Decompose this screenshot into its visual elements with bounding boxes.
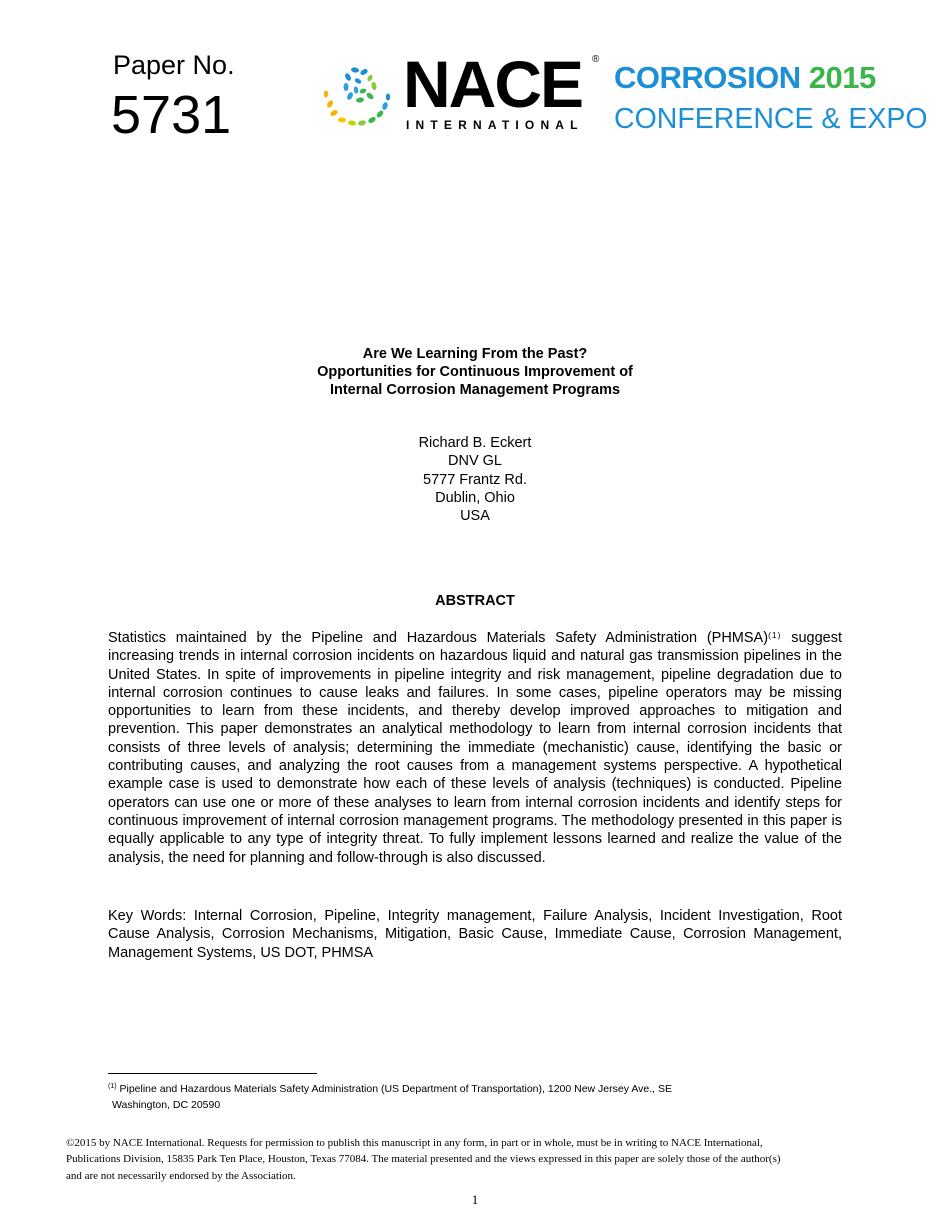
conference-year: 2015 bbox=[808, 60, 876, 95]
abstract-heading: ABSTRACT bbox=[435, 593, 515, 609]
author-city: Dublin, Ohio bbox=[435, 489, 515, 506]
nace-international-label: INTERNATIONAL bbox=[406, 118, 584, 132]
footnote bbox=[108, 1081, 798, 1113]
conference-corrosion: CORROSION bbox=[614, 60, 801, 95]
footnote-line-2: Washington, DC 20590 bbox=[112, 1099, 221, 1111]
conference-subtitle: CONFERENCE & EXPO bbox=[614, 103, 928, 135]
footnote-divider bbox=[108, 1073, 317, 1074]
conference-title bbox=[614, 60, 876, 96]
author-street: 5777 Frantz Rd. bbox=[423, 471, 527, 488]
paper-title bbox=[0, 345, 950, 399]
page-number: 1 bbox=[471, 1192, 479, 1207]
footnote-mark: (1) bbox=[108, 1083, 117, 1090]
nace-wordmark: NACE bbox=[403, 47, 583, 121]
author-country: USA bbox=[460, 508, 490, 525]
author-block bbox=[0, 434, 950, 525]
abstract-text-start: Statistics maintained by the Pipeline and Hazardous Materials Safety Administration (PHMSA) bbox=[108, 630, 769, 646]
footnote-reference: (1) bbox=[768, 630, 782, 640]
author-org: DNV GL bbox=[448, 453, 502, 470]
title-line-2: Opportunities for Continuous Improvement of bbox=[317, 364, 633, 380]
abstract-body bbox=[108, 629, 842, 867]
abstract-text-rest: suggest increasing trends in internal corrosion incidents on hazardous liquid and natural gas transmission pipelines in the United States. In spite of improvements in pipeline integrity and risk management, pipeline degradation due to internal corrosion continues to cause leaks and failures. In some cases, pipeline operators may be missing opportunities to learn from these incidents, and thereby develop improved approaches to mitigation and prevention. This paper demonstrates an analytical methodology to learn from internal corrosion incidents that consists of three levels of analysis; determining the immediate (mechanistic) cause, identifying the basic or contributing causes, and analyzing the root causes from a management systems perspective. A hypothetical example case is used to demonstrate how each of these levels of analysis (techniques) is conducted. Pipeline operators can use one or more of these analyses to learn from internal corrosion incidents and identify steps for continuous improvement of internal corrosion management programs. The methodology presented in this paper is equally applicable to any type of integrity threat. To fully implement lessons learned and realize the value of the analysis, the need for planning and follow-through is also discussed. bbox=[108, 630, 842, 866]
title-line-1: Are We Learning From the Past? bbox=[362, 346, 588, 362]
paper-number: 5731 bbox=[111, 85, 232, 145]
keywords: Key Words: Internal Corrosion, Pipeline, Integrity management, Failure Analysis, Incident Investigation, Root Cause Analysis, Corrosion Mechanisms, Mitigation, Basic Cause, Immediate Cause, Corrosion Management, Management Systems, US DOT, PHMSA bbox=[108, 908, 842, 961]
registered-mark: ® bbox=[592, 54, 600, 65]
copyright-notice: ©2015 by NACE International. Requests for permission to publish this manuscript in any form, in part or in whole, must be in writing to NACE International, Publications Division, 15835 Park Ten Place, Houston, Texas 77084. The material presented and the views expressed in this paper are solely those of the author(s) and are not necessarily endorsed by the Association. bbox=[66, 1137, 781, 1182]
title-line-3: Internal Corrosion Management Programs bbox=[329, 382, 621, 398]
author-name: Richard B. Eckert bbox=[418, 435, 532, 451]
footnote-line-1: Pipeline and Hazardous Materials Safety Administration (US Department of Transportation), 1200 New Jersey Ave., SE bbox=[116, 1083, 672, 1095]
paper-label: Paper No. bbox=[113, 50, 235, 80]
